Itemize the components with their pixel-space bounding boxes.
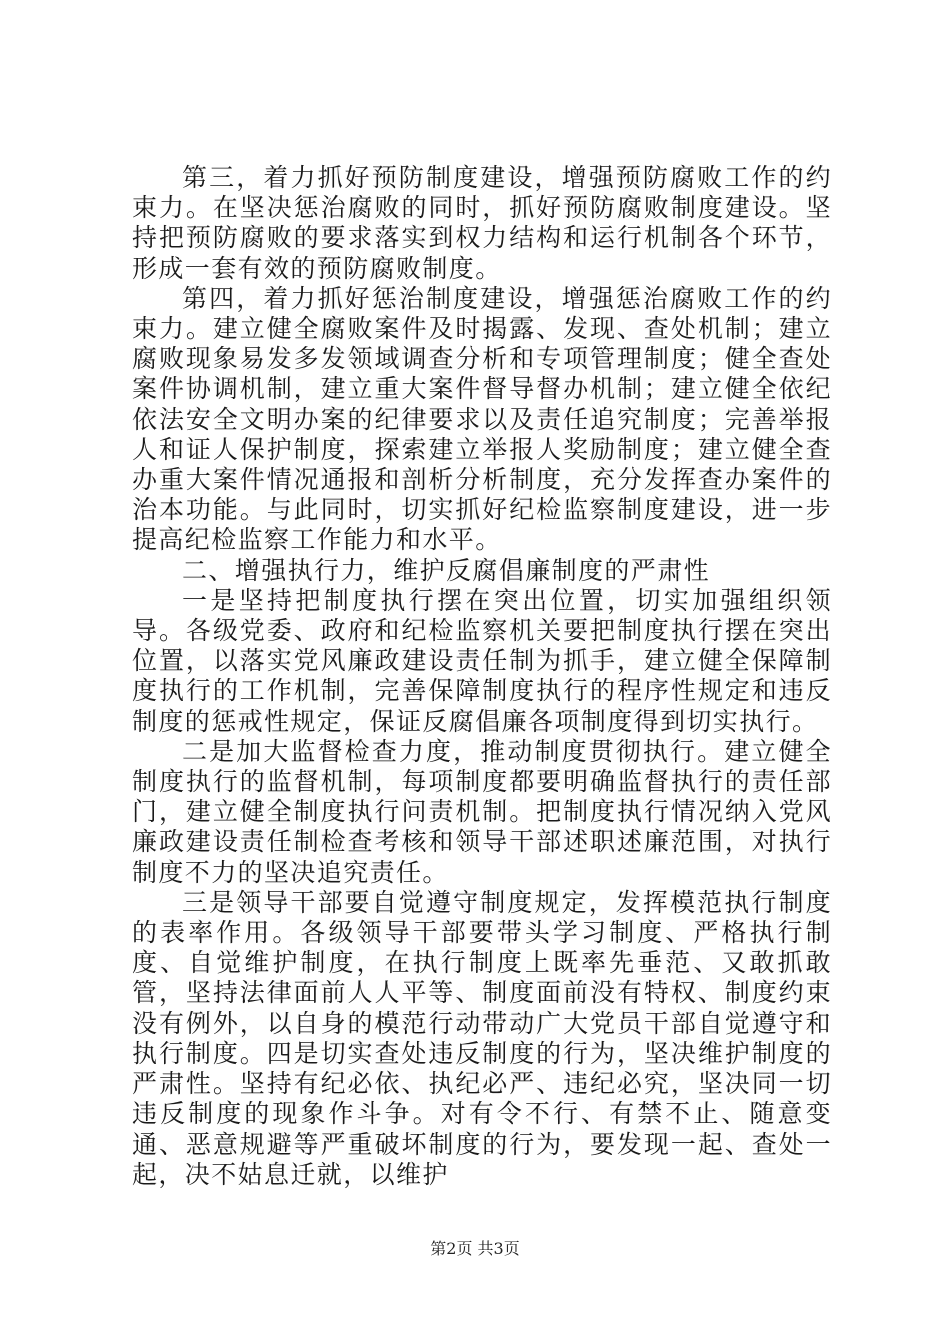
- paragraph-punishment-system: 第四，着力抓好惩治制度建设，增强惩治腐败工作的约束力。建立健全腐败案件及时揭露、发现、查处机制；建立腐败现象易发多发领域调查分析和专项管理制度；健全查处案件协调机制，建立重大案件督导督办机制；建立健全依纪依法安全文明办案的纪律要求以及责任追究制度；完善举报人和证人保护制度，探索建立举报人奖励制度；建立健全查办重大案件情况通报和剖析分析制度，充分发挥查办案件的治本功能。与此同时，切实抓好纪检监察制度建设，进一步提高纪检监察工作能力和水平。: [132, 283, 832, 555]
- paragraph-point-three: 三是领导干部要自觉遵守制度规定，发挥模范执行制度的表率作用。各级领导干部要带头学习制度、严格执行制度、自觉维护制度，在执行制度上既率先垂范、又敢抓敢管，坚持法律面前人人平等、制度面前没有特权、制度约束没有例外，以自身的模范行动带动广大党员干部自觉遵守和执行制度。四是切实查处违反制度的行为，坚决维护制度的严肃性。坚持有纪必依、执纪必严、违纪必究，坚决同一切违反制度的现象作斗争。对有令不行、有禁不止、随意变通、恶意规避等严重破坏制度的行为，要发现一起、查处一起，决不姑息迁就，以维护: [132, 887, 832, 1189]
- page-number-footer: 第2页 共3页: [430, 1239, 520, 1258]
- paragraph-point-two: 二是加大监督检查力度，推动制度贯彻执行。建立健全制度执行的监督机制，每项制度都要明确监督执行的责任部门，建立健全制度执行问责机制。把制度执行情况纳入党风廉政建设责任制检查考核和领导干部述职述廉范围，对执行制度不力的坚决追究责任。: [132, 736, 832, 887]
- paragraph-prevention-system: 第三，着力抓好预防制度建设，增强预防腐败工作的约束力。在坚决惩治腐败的同时，抓好预防腐败制度建设。坚持把预防腐败的要求落实到权力结构和运行机制各个环节，形成一套有效的预防腐败制度。: [132, 163, 832, 283]
- paragraph-point-one: 一是坚持把制度执行摆在突出位置，切实加强组织领导。各级党委、政府和纪检监察机关要把制度执行摆在突出位置，以落实党风廉政建设责任制为抓手，建立健全保障制度执行的工作机制，完善保障制度执行的程序性规定和违反制度的惩戒性规定，保证反腐倡廉各项制度得到切实执行。: [132, 585, 832, 736]
- section-heading-execution: 二、增强执行力，维护反腐倡廉制度的严肃性: [182, 555, 711, 585]
- document-body: [132, 163, 832, 1190]
